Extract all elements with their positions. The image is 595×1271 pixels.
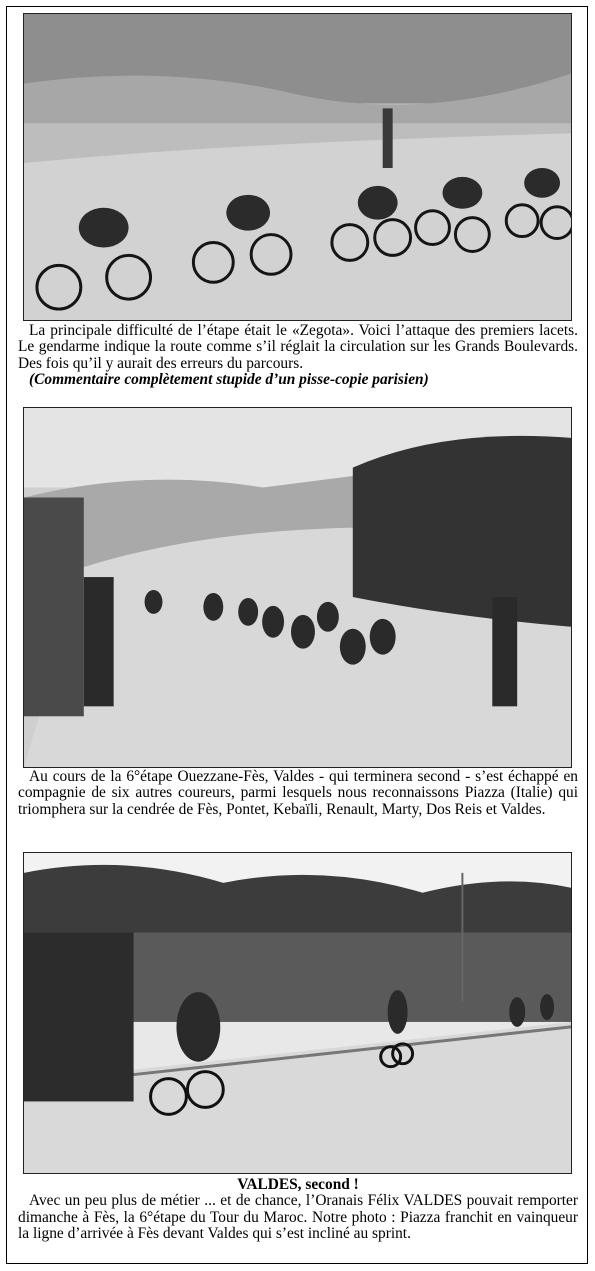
caption-second	[18, 769, 578, 818]
cyclists-mountain-road-photo	[23, 13, 572, 321]
caption-first-text: La principale difficulté de l’étape était le «Zegota». Voici l’attaque des premiers lacets. Le gendarme indique la route comme s’il réglait la circulation sur les Grands Boulevards. Des fois qu’il y aurait des erreurs du parcours.	[18, 322, 578, 372]
caption-third-title: VALDES, second !	[237, 1176, 359, 1193]
caption-first	[18, 323, 578, 389]
cyclists-valley-road-photo	[23, 407, 572, 768]
caption-first-comment: (Commentaire complètement stupide d’un pisse-copie parisien)	[29, 371, 429, 389]
caption-third	[18, 1177, 578, 1243]
caption-third-text: Avec un peu plus de métier ... et de chance, l’Oranais Félix VALDES pouvait remporter dimanche à Fès, la 6°étape du Tour du Maroc. Notre photo : Piazza franchit en vainqueur la ligne d’arrivée à Fès devant Valdes qui s’est incliné au sprint.	[18, 1192, 578, 1243]
caption-second-text: Au cours de la 6°étape Ouezzane-Fès, Valdes - qui terminera second - s’est échappé en compagnie de six autres coureurs, parmi lesquels nous reconnaissons Piazza (Italie) qui triomphera sur la cendrée de Fès, Pontet, Kebaïli, Renault, Marty, Dos Reis et Valdes.	[18, 768, 578, 818]
cyclist-finish-line-photo	[23, 852, 572, 1174]
